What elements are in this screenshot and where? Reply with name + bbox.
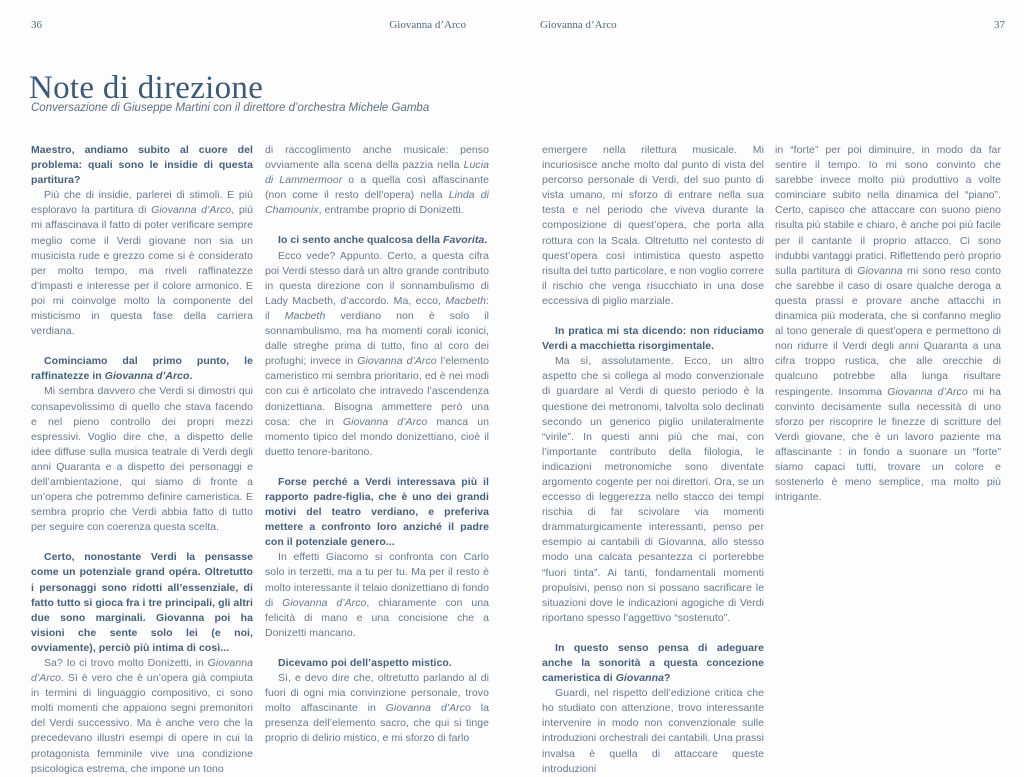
text-column-3 [542,143,764,777]
text-column-2 [265,143,489,746]
page-number-right: 37 [994,19,1005,31]
interview-answer: Ma sì, assolutamente. Ecco, un altro aspetto che si collega al modo convenzionale di guardare al Verdi di questo periodo è la questione dei metronomi, talvolta solo declinati secondo un generico piglio unilateralmente “virile”. In questi anni più che mai, con l’importante contributo della filologia, le indicazioni metronomiche sono diventate argomento cogente per noi direttori. Ora, se un eccesso di leggerezza nello stacco dei tempi rischia di far scivolare via momenti drammaturgicamente interessanti, penso per esempio ai cantabili di Giovanna, allo stesso modo una calcata pesantezza ci porterebbe “fuori tinta”. Ai tanti, fondamentali momenti propulsivi, penso non si possano sacrificare le situazioni dove le indicazioni agogiche di Verdi riportano spesso l’aggettivo “sostenuto”. [542,355,764,624]
interview-question: In questo senso pensa di adeguare anche la sonorità a questa concezione cameristica di Giovanna? [542,641,764,685]
interview-answer: Sì, e devo dire che, oltretutto parlando al di fuori di ogni mia convinzione personale, trovo molto affascinante in Giovanna d’Arco la presenza dell’elemento sacro, che qui si tinge proprio di delirio mistico, e mi sforzo di farlo [265,672,489,745]
interview-question: Certo, nonostante Verdi la pensasse come un potenziale grand opéra. Oltretutto i personaggi sono ridotti all’essenziale, di fatto tutto si gioca fra i tre principali, gli altri due sono marginali. Giovanna poi ha visioni che sente solo lei (e noi, ovviamente), perciò più intima di così... [31,551,253,654]
page-number-left: 36 [31,19,42,31]
interview-answer: Ecco vede? Appunto. Certo, a questa cifra poi Verdi stesso darà un altro grande contributo in questa direzione con il sonnambulismo di Lady Macbeth, d’accordo. Ma, ecco, Macbeth: il Macbeth verdiano non è solo il sonnambulismo, ma ha momenti corali iconici, dalle streghe prima di tutto, fino al coro dei profughi; invece in Giovanna d’Arco l’elemento cameristico mi sembra prioritario, ed è nei modi con cui è articolato che intravedo l’ascendenza donizettiana. Bisogna ammettere però una cosa: che in Giovanna d’Arco manca un momento tipico del mondo donizettiano, cioè il duetto tenore-baritono. [265,249,489,458]
running-head-right: Giovanna d’Arco [540,19,617,31]
interview-answer: di raccoglimento anche musicale: penso ovviamente alla scena della pazzia nella Lucia di Lammermoor o a quella così affascinante (non come il resto dell’opera) nella Linda di Chamounix, entrambe proprio di Donizetti. [265,144,490,217]
running-head-left: Giovanna d’Arco [389,19,466,31]
interview-answer: Sa? Io ci trovo molto Donizetti, in Giovanna d’Arco. Sì è vero che è un’opera già compiuta in termini di linguaggio compositivo, ci sono molti momenti che appaiono segni premonitori del Verdi successivo. Ma è anche vero che la precedevano illustri esempi di opere in cui la protagonista femminile vive una condizione psicologica estrema, che impone un tono [31,657,253,775]
text-column-1 [31,143,253,777]
interview-question: Forse perché a Verdi interessava più il rapporto padre-figlia, che è uno dei grandi motivi del teatro verdiano, e preferiva mettere a confronto loro anziché il padre con il potenziale genero... [265,475,489,549]
interview-answer: Guardi, nel rispetto dell’edizione critica che ho studiato con attenzione, trovo interessante intervenire in modo non convenzionale sulle introduzioni orchestrali dei cantabili. Una prassi invalsa è quella di attaccare queste introduzioni [542,687,764,775]
interview-question: Dicevamo poi dell’aspetto mistico. [278,656,452,669]
interview-question: Maestro, andiamo subito al cuore del problema: quali sono le insidie di questa partitura? [31,144,253,187]
interview-answer: Mi sembra davvero che Verdi si dimostri qui consapevolissimo di quello che stava facendo e nel pieno controllo dei propri mezzi espressivi. Voglio dire che, a dispetto delle idee diffuse sulla musica teatrale di Verdi degli anni Quaranta e a dispetto dei personaggi e dell’ambientazione, qui siamo di fronte a un’opera che potremmo definire cameristica. E sembra proprio che Verdi abbia fatto di tutto per seguire con coerenza questa scelta. [31,385,253,534]
interview-question: In pratica mi sta dicendo: non riduciamo Verdi a macchietta risorgimentale. [542,325,764,353]
interview-answer: In effetti Giacomo si confronta con Carlo solo in terzetti, ma a tu per tu. Ma per il resto è molto interessante il telaio donizettiano di fondo di Giovanna d’Arco, chiaramente con una felicità di mano e una concisione che a Donizetti mancano. [265,551,489,639]
interview-answer: Più che di insidie, parlerei di stimoli. E più esploravo la partitura di Giovanna d’Arco, più mi affascinava il fatto di poter verificare sempre meglio come il Verdi giovane non sia un musicista rude e grezzo come si è considerato per molto tempo, ma riveli raffinatezze d’impasti e interesse per il colore armonico. E poi mi coinvolge molto la componente del misticismo in questa fase della carriera verdiana. [31,189,253,338]
page-subtitle: Conversazione di Giuseppe Martini con il direttore d’orchestra Michele Gamba [31,102,430,114]
page-title: Note di direzione [29,70,264,107]
interview-answer: emergere nella rilettura musicale. Mi incuriosisce anche molto dal punto di vista del percorso personale di Verdi, del suo punto di vista umano, mi sforzo di entrare nella sua testa e nel periodo che viveva durante la composizione di quest’opera, che porta alla rottura con la Scala. Oltretutto nel contesto di quest’opera così intimistica questo aspetto risulta del tutto particolare, e non voglio correre il rischio che venga risucchiato in una dose eccessiva di piglio marziale. [542,144,764,307]
interview-answer: in “forte” per poi diminuire, in modo da far sentire il tempo. Io mi sono convinto che sarebbe invece molto più produttivo a volte cominciare subito nella dinamica del “piano”. Certo, capisco che attaccare con suono pieno risulta più stabile e chiaro, è anche poi più facile per il cantante il proprio attacco. Ci sono indubbi vantaggi pratici. Riflettendo però proprio sulla partitura di Giovanna mi sono reso conto che sarebbe il caso di osare qualche deroga a questa prassi e provare anche attacchi in dinamica più moderata, che si confanno meglio al tono generale di quest’opera e permettono di non ridurre il Verdi degli anni Quaranta a una cifra troppo rustica, che alle orecchie di qualcuno potrebbe alla lunga risultare respingente. Insomma Giovanna d’Arco mi ha convinto decisamente sulla necessità di uno sforzo per riscoprire le finezze di scritture del Verdi giovane, che è un lavoro paziente ma affascinante : in fondo a suonare un “forte” siamo capaci tutti, trovare un colore e sostenerlo è meno semplice, ma molto più intrigante. [775,144,1001,504]
interview-question: Cominciamo dal primo punto, le raffinatezze in Giovanna d’Arco. [31,355,253,383]
text-column-4 [775,143,1001,505]
interview-question: Io ci sento anche qualcosa della Favorita. [278,234,488,247]
